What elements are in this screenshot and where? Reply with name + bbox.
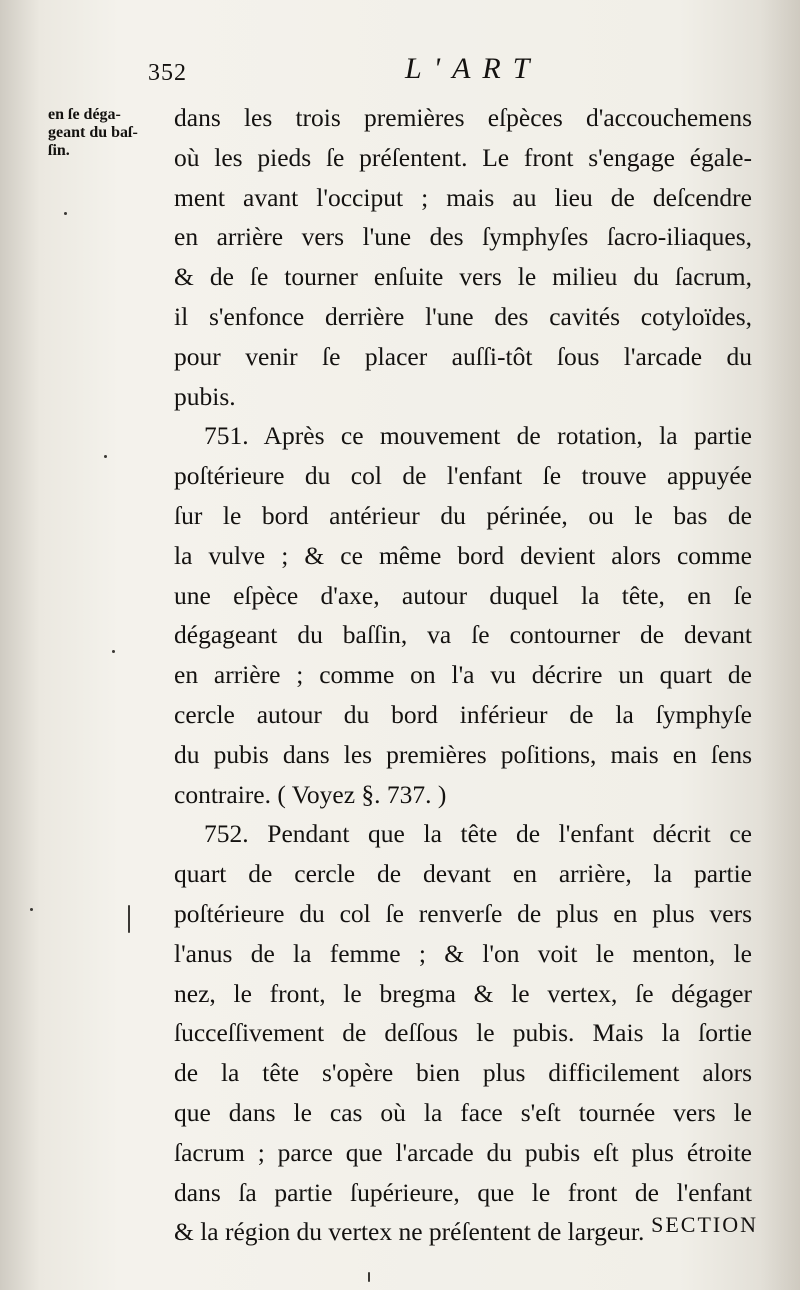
- text-line: la vulve ; & ce même bord devient alors comme: [174, 540, 752, 570]
- text-line: ſur le bord antérieur du périnée, ou le bas de: [174, 500, 752, 530]
- text-line: une eſpèce d'axe, autour duquel la tête, en ſe: [174, 580, 752, 610]
- text-line: poſtérieure du col de l'enfant ſe trouve appuyée: [174, 461, 752, 491]
- paper-mark: [368, 1272, 370, 1282]
- paragraph-751-start: 751. Après ce mouvement de rotation, la partie: [204, 421, 752, 451]
- text-line: l'anus de la femme ; & l'on voit le menton, le: [174, 938, 752, 968]
- text-line: & de ſe tourner enſuite vers le milieu du ſacrum,: [174, 262, 752, 292]
- text-line: & la région du vertex ne préſentent de largeur.: [174, 1217, 645, 1247]
- paragraph-752-start: 752. Pendant que la tête de l'enfant décrit ce: [204, 819, 752, 849]
- paper-speck: [64, 212, 67, 215]
- text-line: pour venir ſe placer auſſi-tôt ſous l'arcade du: [174, 341, 752, 371]
- text-line: que dans le cas où la face s'eſt tournée vers le: [174, 1097, 752, 1127]
- paper-speck: [112, 650, 115, 653]
- text-line: il s'enfonce derrière l'une des cavités cotyloïdes,: [174, 301, 752, 331]
- text-line: où les pieds ſe préſentent. Le front s'engage égale-: [174, 142, 752, 172]
- marginal-note: en ſe déga- geant du baſ- ſin.: [48, 106, 138, 159]
- text-line: en arrière vers l'une des ſymphyſes ſacro-iliaques,: [174, 222, 752, 252]
- text-line: dans ſa partie ſupérieure, que le front de l'enfant: [174, 1177, 752, 1207]
- text-line: quart de cercle de devant en arrière, la partie: [174, 859, 752, 889]
- catchword: SECTION: [651, 1212, 758, 1237]
- text-line: poſtérieure du col ſe renverſe de plus en plus vers: [174, 898, 752, 928]
- paper-mark: [128, 905, 130, 933]
- text-line: dégageant du baſſin, va ſe contourner de devant: [174, 620, 752, 650]
- text-line: contraire. ( Voyez §. 737. ): [174, 779, 447, 809]
- text-line: ſucceſſivement de deſſous le pubis. Mais la ſortie: [174, 1018, 752, 1048]
- text-line: cercle autour du bord inférieur de la ſymphyſe: [174, 699, 752, 729]
- text-line: nez, le front, le bregma & le vertex, ſe dégager: [174, 978, 752, 1008]
- body-text: [174, 98, 752, 1252]
- text-line: en arrière ; comme on l'a vu décrire un quart de: [174, 660, 752, 690]
- running-head: L'ART: [405, 52, 542, 85]
- text-line: ſacrum ; parce que l'arcade du pubis eſt plus étroite: [174, 1137, 752, 1167]
- text-line: du pubis dans les premières poſitions, mais en ſens: [174, 739, 752, 769]
- text-line: de la tête s'opère bien plus difficilement alors: [174, 1058, 752, 1088]
- paper-speck: [30, 908, 33, 911]
- text-line: ment avant l'occiput ; mais au lieu de deſcendre: [174, 182, 752, 212]
- paper-speck: [104, 455, 107, 458]
- text-line: dans les trois premières eſpèces d'accouchemens: [174, 103, 752, 132]
- page-number: 352: [148, 60, 187, 86]
- text-line: pubis.: [174, 381, 236, 411]
